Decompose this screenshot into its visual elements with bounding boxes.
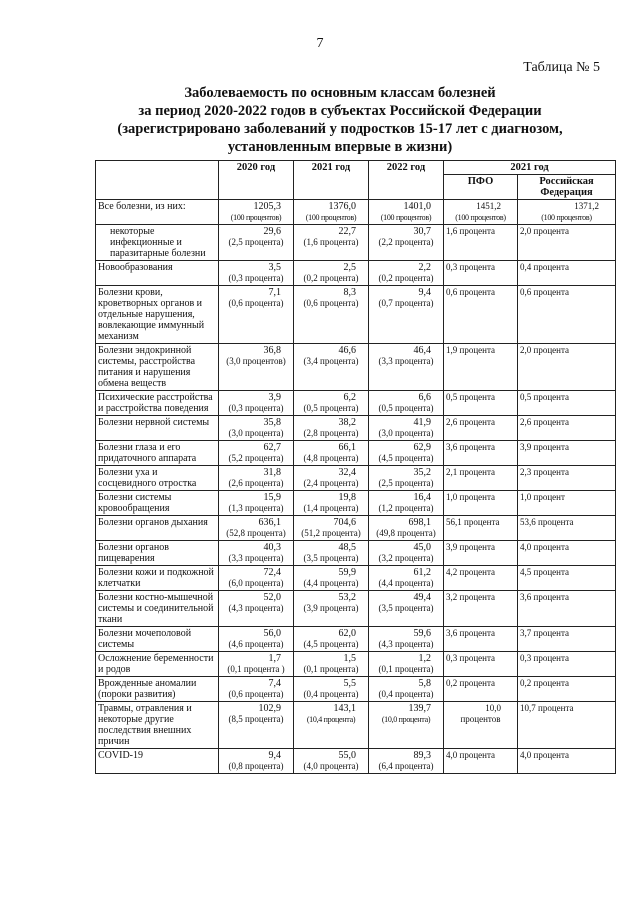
value: 7,4: [268, 678, 281, 689]
value-cell-2021: [294, 749, 369, 774]
percent: (100 процентов): [455, 213, 506, 222]
value-cell-pfo: 2,6 процента: [444, 416, 518, 441]
value: 62,9: [413, 442, 431, 453]
percent: (52,8 процента): [226, 528, 286, 538]
value-cell-2022: [369, 441, 444, 466]
value: 19,8: [338, 492, 356, 503]
value-cell-2021: [294, 652, 369, 677]
percent: (0,3 процента): [228, 273, 284, 283]
value: 1376,0: [328, 201, 356, 212]
header-rf: Российская Федерация: [518, 175, 616, 200]
disease-name: Болезни уха и сосцевидного отростка: [96, 466, 219, 491]
value: 49,4: [413, 592, 431, 603]
value-cell-pfo: 3,6 процента: [444, 441, 518, 466]
value-cell-pfo: 0,5 процента: [444, 391, 518, 416]
percent: (4,4 процента): [303, 578, 359, 588]
value-cell-pfo: 3,6 процента: [444, 627, 518, 652]
table-row: [96, 749, 616, 774]
value-cell-pfo: 0,3 процента: [444, 261, 518, 286]
value: 8,3: [343, 287, 356, 298]
value: 72,4: [263, 567, 281, 578]
percent: (1,3 процента): [228, 503, 284, 513]
disease-name: некоторые инфекционные и паразитарные болезни: [96, 225, 219, 261]
value-cell-2021: [294, 391, 369, 416]
percent: (3,2 процента): [378, 553, 434, 563]
percent: (2,6 процента): [228, 478, 284, 488]
table-row: [96, 491, 616, 516]
percent: (3,4 процента): [303, 356, 359, 366]
percent: (3,0 процента): [228, 428, 284, 438]
value-cell-2022: [369, 627, 444, 652]
percent: (4,6 процента): [228, 639, 284, 649]
value-cell-pfo: 0,3 процента: [444, 652, 518, 677]
value-cell-2020: [219, 391, 294, 416]
value-cell-pfo: [444, 200, 518, 225]
value-cell-pfo: 0,2 процента: [444, 677, 518, 702]
value-cell-2022: [369, 391, 444, 416]
percent: (10,4 процента): [306, 715, 356, 724]
value: 29,6: [263, 226, 281, 237]
percent: (3,5 процента): [303, 553, 359, 563]
value: 35,2: [413, 467, 431, 478]
percent: (0,4 процента): [378, 689, 434, 699]
value-cell-2020: [219, 677, 294, 702]
value-cell-2020: [219, 286, 294, 344]
value-cell-pfo: 2,1 процента: [444, 466, 518, 491]
value-cell-pfo: 4,2 процента: [444, 566, 518, 591]
value: 143,1: [333, 703, 356, 714]
value-cell-2021: [294, 541, 369, 566]
value: 704,6: [333, 517, 356, 528]
value-cell-pfo: 0,6 процента: [444, 286, 518, 344]
percent: (2,8 процента): [303, 428, 359, 438]
value-cell-pfo: [444, 702, 518, 749]
percent: (3,3 процента): [378, 356, 434, 366]
table-row: [96, 566, 616, 591]
value: 35,8: [263, 417, 281, 428]
value: 59,9: [338, 567, 356, 578]
value-cell-2021: [294, 225, 369, 261]
percent: (3,0 процентов): [226, 356, 286, 366]
value-cell-2022: [369, 466, 444, 491]
percent: (4,3 процента): [378, 639, 434, 649]
percent: (2,2 процента): [378, 237, 434, 247]
disease-name: Болезни костно-мышечной системы и соединительной ткани: [96, 591, 219, 627]
value-cell-rf: 3,7 процента: [518, 627, 616, 652]
value: 5,8: [418, 678, 431, 689]
value-cell-2022: [369, 591, 444, 627]
value-cell-pfo: 4,0 процента: [444, 749, 518, 774]
value-cell-2020: [219, 491, 294, 516]
percent: (3,3 процента): [228, 553, 284, 563]
header-2022: 2022 год: [369, 161, 444, 200]
value-cell-2020: [219, 441, 294, 466]
percent: (0,6 процента): [228, 689, 284, 699]
table-row: [96, 702, 616, 749]
table-row: [96, 627, 616, 652]
value: 3,9: [268, 392, 281, 403]
percent: (4,5 процента): [303, 639, 359, 649]
value-cell-rf: 4,0 процента: [518, 541, 616, 566]
value-cell-2020: [219, 652, 294, 677]
disease-name: Новообразования: [96, 261, 219, 286]
value: 7,1: [268, 287, 281, 298]
percent: (100 процентов): [541, 213, 592, 222]
value: 2,5: [343, 262, 356, 273]
value-cell-rf: 2,3 процента: [518, 466, 616, 491]
percent: (0,3 процента): [228, 403, 284, 413]
percent: (4,0 процента): [303, 761, 359, 771]
value: 139,7: [408, 703, 431, 714]
value: 46,6: [338, 345, 356, 356]
percent: (0,8 процента): [228, 761, 284, 771]
percent: (1,6 процента): [303, 237, 359, 247]
percent: (0,4 процента): [303, 689, 359, 699]
percent: (8,5 процента): [228, 714, 284, 724]
header-2020: 2020 год: [219, 161, 294, 200]
table-row: [96, 652, 616, 677]
value-cell-2021: [294, 491, 369, 516]
value: 1,7: [268, 653, 281, 664]
value-cell-2021: [294, 441, 369, 466]
table-row: [96, 516, 616, 541]
table-number: Таблица № 5: [523, 60, 600, 75]
percent: (0,6 процента): [303, 298, 359, 308]
value: 45,0: [413, 542, 431, 553]
page-number: 7: [316, 36, 324, 51]
disease-name: Болезни эндокринной системы, расстройства питания и нарушения обмена веществ: [96, 344, 219, 391]
percent: (100 процентов): [380, 213, 432, 222]
disease-name: Болезни глаза и его придаточного аппарата: [96, 441, 219, 466]
table-row: [96, 344, 616, 391]
value-cell-2022: [369, 541, 444, 566]
disease-name: Болезни органов дыхания: [96, 516, 219, 541]
value: 1451,2: [476, 201, 501, 211]
value-cell-2021: [294, 566, 369, 591]
percent: процентов: [460, 714, 501, 724]
percent: (100 процентов): [230, 213, 282, 222]
value: 6,2: [343, 392, 356, 403]
value: 1,5: [343, 653, 356, 664]
value-cell-rf: 10,7 процента: [518, 702, 616, 749]
value: 59,6: [413, 628, 431, 639]
value-cell-2021: [294, 344, 369, 391]
title-line: (зарегистрировано заболеваний у подростков 15-17 лет с диагнозом,: [117, 121, 563, 137]
percent: (0,6 процента): [228, 298, 284, 308]
value: 6,6: [418, 392, 431, 403]
disease-name: Болезни крови, кроветворных органов и отдельные нарушения, вовлекающие иммунный механизм: [96, 286, 219, 344]
value-cell-2021: [294, 466, 369, 491]
percent: (2,5 процента): [378, 478, 434, 488]
table-body: [96, 200, 616, 774]
table-row: [96, 677, 616, 702]
value-cell-2020: [219, 541, 294, 566]
table-row: [96, 591, 616, 627]
value-cell-2021: [294, 200, 369, 225]
value-cell-2020: [219, 200, 294, 225]
value-cell-rf: 0,4 процента: [518, 261, 616, 286]
value: 40,3: [263, 542, 281, 553]
disease-name: Врожденные аномалии (пороки развития): [96, 677, 219, 702]
table-row: [96, 391, 616, 416]
value-cell-2020: [219, 344, 294, 391]
value: 32,4: [338, 467, 356, 478]
value-cell-2020: [219, 516, 294, 541]
value: 53,2: [338, 592, 356, 603]
value-cell-rf: 2,6 процента: [518, 416, 616, 441]
value-cell-rf: 53,6 процента: [518, 516, 616, 541]
value: 62,7: [263, 442, 281, 453]
percent: (100 процентов): [305, 213, 357, 222]
percent: (49,8 процента): [376, 528, 436, 538]
percent: (2,4 процента): [303, 478, 359, 488]
percent: (0,2 процента): [303, 273, 359, 283]
value-cell-2020: [219, 466, 294, 491]
percent: (5,2 процента): [228, 453, 284, 463]
disease-name: Психические расстройства и расстройства поведения: [96, 391, 219, 416]
value-cell-2022: [369, 416, 444, 441]
value: 3,5: [268, 262, 281, 273]
title-line: Заболеваемость по основным классам болезней: [184, 85, 496, 101]
value-cell-rf: 4,5 процента: [518, 566, 616, 591]
percent: (0,1 процента ): [227, 664, 285, 674]
value-cell-rf: 2,0 процента: [518, 344, 616, 391]
value: 36,8: [263, 345, 281, 356]
value: 1,2: [418, 653, 431, 664]
value-cell-rf: 2,0 процента: [518, 225, 616, 261]
table-row: [96, 466, 616, 491]
value-cell-2021: [294, 591, 369, 627]
header-disease: [96, 161, 219, 200]
value-cell-rf: [518, 200, 616, 225]
value: 30,7: [413, 226, 431, 237]
table-row: [96, 225, 616, 261]
value-cell-pfo: 3,9 процента: [444, 541, 518, 566]
table-row: [96, 441, 616, 466]
value: 10,0: [485, 703, 501, 713]
percent: (3,5 процента): [378, 603, 434, 613]
value: 56,0: [263, 628, 281, 639]
value-cell-rf: 4,0 процента: [518, 749, 616, 774]
value-cell-2020: [219, 749, 294, 774]
percent: (4,8 процента): [303, 453, 359, 463]
percent: (6,0 процента): [228, 578, 284, 588]
value-cell-2022: [369, 566, 444, 591]
value: 62,0: [338, 628, 356, 639]
value-cell-2022: [369, 749, 444, 774]
table-row: [96, 541, 616, 566]
percent: (0,7 процента): [378, 298, 434, 308]
disease-name: Болезни органов пищеварения: [96, 541, 219, 566]
value-cell-pfo: 1,9 процента: [444, 344, 518, 391]
percent: (0,5 процента): [303, 403, 359, 413]
morbidity-table: [95, 160, 616, 774]
percent: (0,2 процента): [378, 273, 434, 283]
value-cell-2022: [369, 677, 444, 702]
value-cell-pfo: 1,0 процента: [444, 491, 518, 516]
disease-name: COVID-19: [96, 749, 219, 774]
value-cell-2022: [369, 344, 444, 391]
value-cell-rf: 0,3 процента: [518, 652, 616, 677]
percent: (2,5 процента): [228, 237, 284, 247]
value: 66,1: [338, 442, 356, 453]
value-cell-2020: [219, 225, 294, 261]
value-cell-rf: 0,2 процента: [518, 677, 616, 702]
value-cell-2020: [219, 627, 294, 652]
value: 636,1: [258, 517, 281, 528]
table-row: [96, 286, 616, 344]
value-cell-2022: [369, 225, 444, 261]
value: 31,8: [263, 467, 281, 478]
value-cell-2022: [369, 261, 444, 286]
percent: (6,4 процента): [378, 761, 434, 771]
value: 15,9: [263, 492, 281, 503]
value-cell-2021: [294, 516, 369, 541]
header-row: [96, 161, 616, 175]
value: 9,4: [268, 750, 281, 761]
value-cell-2022: [369, 516, 444, 541]
percent: (10,0 процента): [381, 715, 431, 724]
table-row: [96, 261, 616, 286]
value: 5,5: [343, 678, 356, 689]
disease-name: Травмы, отравления и некоторые другие последствия внешних причин: [96, 702, 219, 749]
value: 89,3: [413, 750, 431, 761]
percent: (1,2 процента): [378, 503, 434, 513]
percent: (4,3 процента): [228, 603, 284, 613]
value: 46,4: [413, 345, 431, 356]
value-cell-2020: [219, 702, 294, 749]
percent: (4,4 процента): [378, 578, 434, 588]
value: 1371,2: [574, 201, 600, 211]
value-cell-2022: [369, 652, 444, 677]
percent: (3,9 процента): [303, 603, 359, 613]
value: 41,9: [413, 417, 431, 428]
percent: (4,5 процента): [378, 453, 434, 463]
value-cell-2020: [219, 566, 294, 591]
value-cell-2021: [294, 261, 369, 286]
value: 22,7: [338, 226, 356, 237]
table-row: [96, 416, 616, 441]
value-cell-2020: [219, 416, 294, 441]
title-line: за период 2020-2022 годов в субъектах Российской Федерации: [138, 103, 542, 119]
value-cell-2021: [294, 627, 369, 652]
percent: (0,1 процента): [378, 664, 434, 674]
value-cell-2022: [369, 702, 444, 749]
value: 48,5: [338, 542, 356, 553]
value-cell-2021: [294, 286, 369, 344]
value-cell-rf: 0,5 процента: [518, 391, 616, 416]
header-2021-group: 2021 год: [444, 161, 616, 175]
percent: (3,0 процента): [378, 428, 434, 438]
value: 1401,0: [403, 201, 431, 212]
value-cell-rf: 3,9 процента: [518, 441, 616, 466]
value-cell-pfo: 56,1 процента: [444, 516, 518, 541]
title-line: установленным впервые в жизни): [227, 139, 453, 155]
value-cell-rf: 1,0 процент: [518, 491, 616, 516]
value-cell-pfo: 1,6 процента: [444, 225, 518, 261]
value-cell-2020: [219, 261, 294, 286]
header-2021: 2021 год: [294, 161, 369, 200]
percent: (0,5 процента): [378, 403, 434, 413]
disease-name: Болезни системы кровообращения: [96, 491, 219, 516]
table-title: [70, 84, 610, 156]
value: 1205,3: [253, 201, 281, 212]
value-cell-2021: [294, 416, 369, 441]
disease-name: Болезни нервной системы: [96, 416, 219, 441]
value: 16,4: [413, 492, 431, 503]
value-cell-2022: [369, 491, 444, 516]
value-cell-rf: 0,6 процента: [518, 286, 616, 344]
value-cell-rf: 3,6 процента: [518, 591, 616, 627]
header-pfo: ПФО: [444, 175, 518, 200]
value-cell-pfo: 3,2 процента: [444, 591, 518, 627]
value: 52,0: [263, 592, 281, 603]
disease-name: Все болезни, из них:: [96, 200, 219, 225]
disease-name: Болезни кожи и подкожной клетчатки: [96, 566, 219, 591]
value: 2,2: [418, 262, 431, 273]
value: 698,1: [408, 517, 431, 528]
percent: (51,2 процента): [301, 528, 361, 538]
value-cell-2021: [294, 677, 369, 702]
value-cell-2021: [294, 702, 369, 749]
disease-name: Осложнение беременности и родов: [96, 652, 219, 677]
value: 61,2: [413, 567, 431, 578]
disease-name: Болезни мочеполовой системы: [96, 627, 219, 652]
percent: (1,4 процента): [303, 503, 359, 513]
value-cell-2022: [369, 286, 444, 344]
value: 9,4: [418, 287, 431, 298]
percent: (0,1 процента): [303, 664, 359, 674]
value-cell-2022: [369, 200, 444, 225]
value: 38,2: [338, 417, 356, 428]
value: 102,9: [258, 703, 281, 714]
value-cell-2020: [219, 591, 294, 627]
value: 55,0: [338, 750, 356, 761]
table-row: [96, 200, 616, 225]
